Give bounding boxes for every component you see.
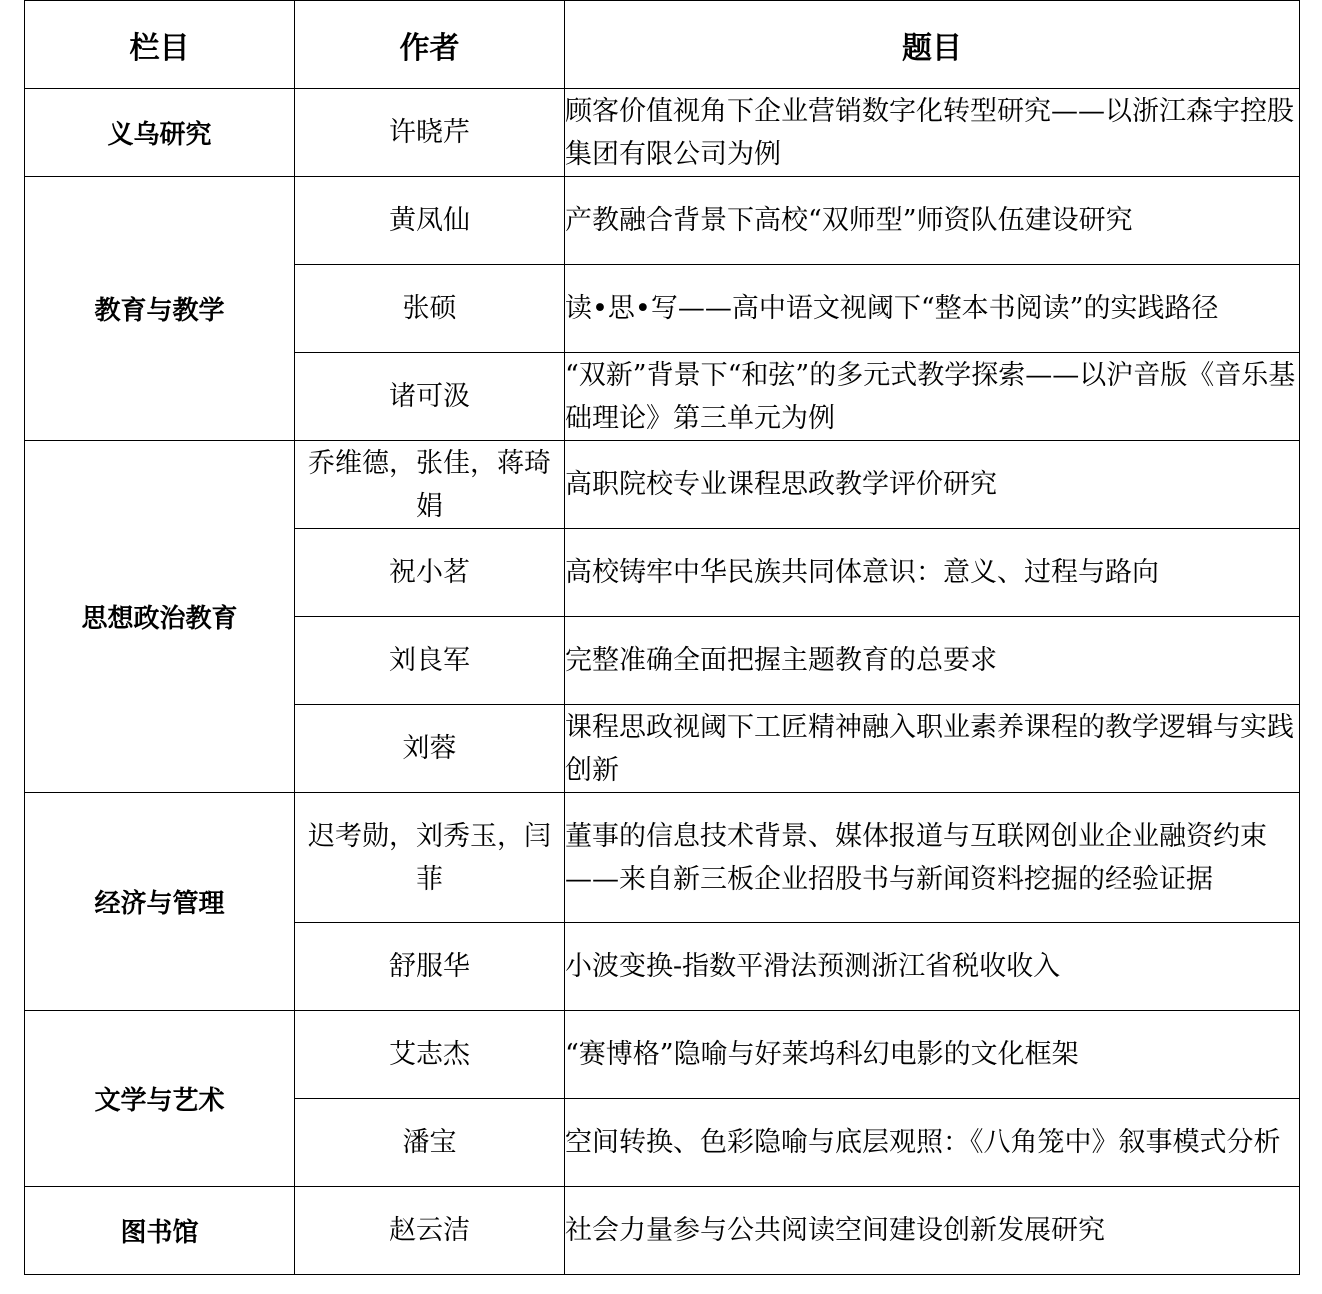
author-cell: 张硕 — [295, 265, 565, 353]
category-cell: 思想政治教育 — [25, 441, 295, 793]
title-cell: 高职院校专业课程思政教学评价研究 — [565, 441, 1300, 529]
author-cell: 刘蓉 — [295, 705, 565, 793]
category-cell: 义乌研究 — [25, 89, 295, 177]
category-cell: 经济与管理 — [25, 793, 295, 1011]
author-cell: 祝小茗 — [295, 529, 565, 617]
title-cell: 社会力量参与公共阅读空间建设创新发展研究 — [565, 1187, 1300, 1275]
title-cell: “赛博格”隐喻与好莱坞科幻电影的文化框架 — [565, 1011, 1300, 1099]
table-row — [25, 1187, 1300, 1275]
author-cell: 乔维德，张佳，蒋琦娟 — [295, 441, 565, 529]
author-cell: 舒服华 — [295, 923, 565, 1011]
author-cell: 潘宝 — [295, 1099, 565, 1187]
author-cell: 赵云洁 — [295, 1187, 565, 1275]
title-cell: 顾客价值视角下企业营销数字化转型研究——以浙江森宇控股集团有限公司为例 — [565, 89, 1300, 177]
title-cell: 小波变换-指数平滑法预测浙江省税收收入 — [565, 923, 1300, 1011]
author-cell: 艾志杰 — [295, 1011, 565, 1099]
title-cell: 完整准确全面把握主题教育的总要求 — [565, 617, 1300, 705]
table-row — [25, 441, 1300, 529]
title-cell: 读•思•写——高中语文视阈下“整本书阅读”的实践路径 — [565, 265, 1300, 353]
title-cell: “双新”背景下“和弦”的多元式教学探索——以沪音版《音乐基础理论》第三单元为例 — [565, 353, 1300, 441]
category-cell: 教育与教学 — [25, 177, 295, 441]
header-category: 栏目 — [25, 1, 295, 89]
author-cell: 迟考勋，刘秀玉，闫菲 — [295, 793, 565, 923]
author-cell: 刘良军 — [295, 617, 565, 705]
title-cell: 高校铸牢中华民族共同体意识：意义、过程与路向 — [565, 529, 1300, 617]
contents-table — [24, 0, 1300, 1275]
table-row — [25, 89, 1300, 177]
table-row — [25, 1011, 1300, 1099]
title-cell: 空间转换、色彩隐喻与底层观照：《八角笼中》叙事模式分析 — [565, 1099, 1300, 1187]
author-cell: 诸可汲 — [295, 353, 565, 441]
header-title: 题目 — [565, 1, 1300, 89]
author-cell: 黄凤仙 — [295, 177, 565, 265]
title-cell: 课程思政视阈下工匠精神融入职业素养课程的教学逻辑与实践创新 — [565, 705, 1300, 793]
table-row — [25, 177, 1300, 265]
category-cell: 文学与艺术 — [25, 1011, 295, 1187]
table-row — [25, 793, 1300, 923]
header-row — [25, 1, 1300, 89]
category-cell: 图书馆 — [25, 1187, 295, 1275]
title-cell: 产教融合背景下高校“双师型”师资队伍建设研究 — [565, 177, 1300, 265]
author-cell: 许晓芹 — [295, 89, 565, 177]
title-cell: 董事的信息技术背景、媒体报道与互联网创业企业融资约束——来自新三板企业招股书与新闻资料挖掘的经验证据 — [565, 793, 1300, 923]
header-author: 作者 — [295, 1, 565, 89]
